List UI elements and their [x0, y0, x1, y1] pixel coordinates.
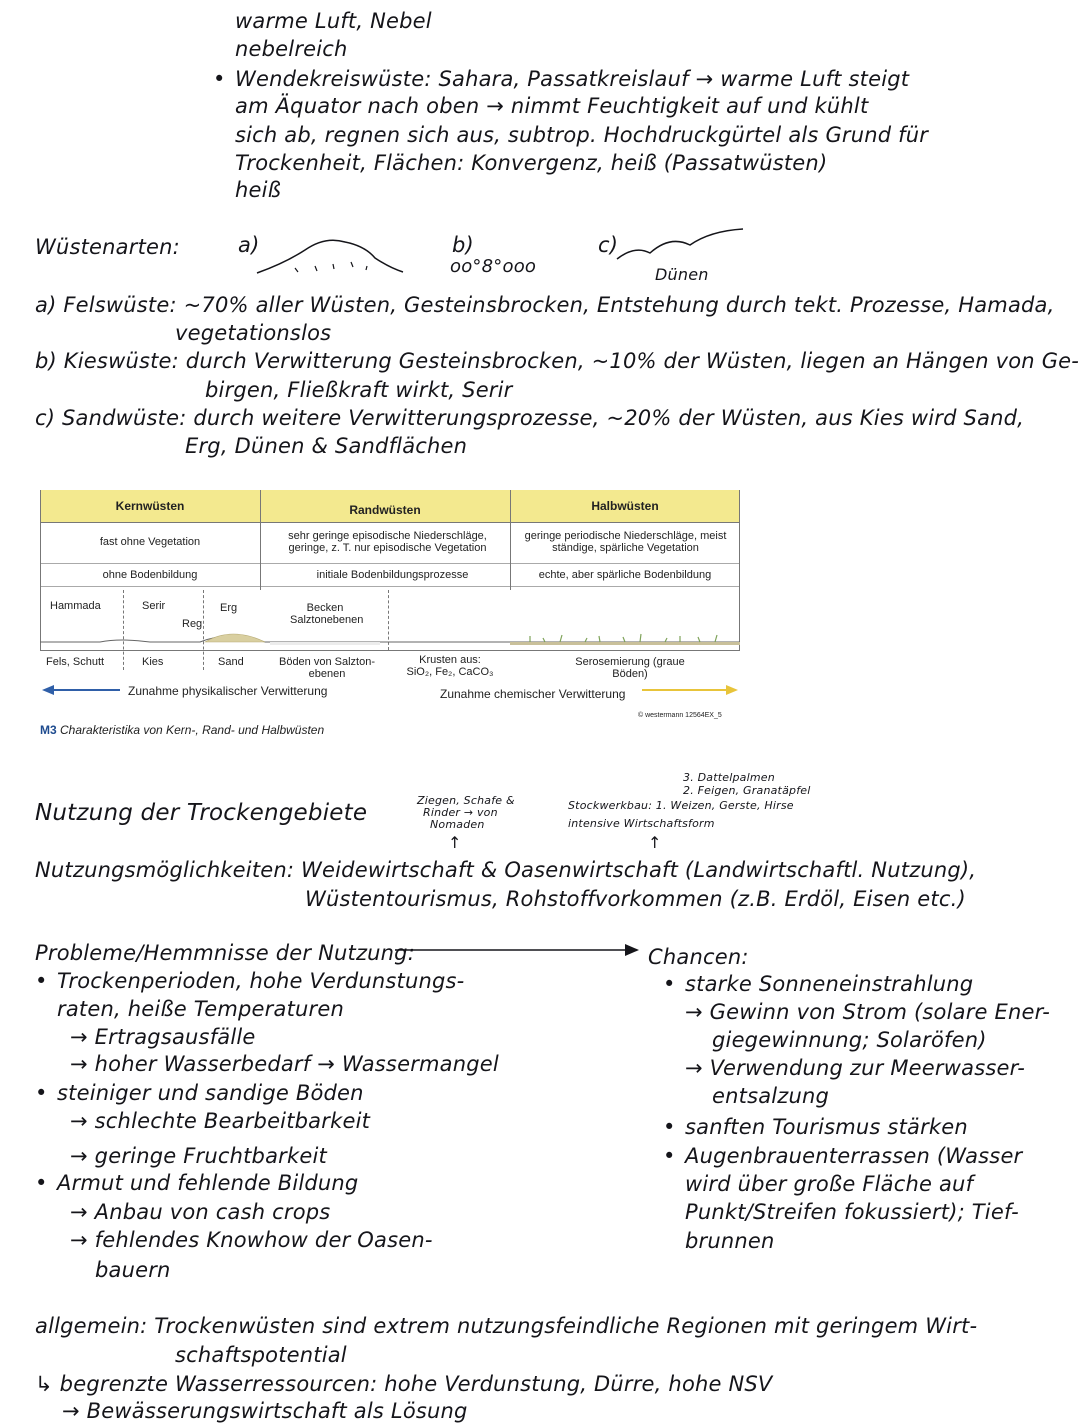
chance-desal-2: entsalzung: [712, 1084, 830, 1108]
note-equator: am Äquator nach oben → nimmt Feuchtigkeit auf und kühlt: [235, 94, 869, 118]
dunes-label: Dünen: [655, 265, 709, 284]
usage-options-2: Wüstentourismus, Rohstoffvorkommen (z.B. Erdöl, Eisen etc.): [305, 887, 966, 911]
annot-up-arrow-left: ↑: [448, 833, 462, 852]
label-a: a): [238, 233, 260, 257]
note-hot: heiß: [235, 178, 282, 202]
terrain-profile: [40, 620, 740, 650]
annot-intensive: intensive Wirtschaftsform: [568, 817, 715, 830]
chance-tourism: • sanften Tourismus stärken: [685, 1114, 968, 1140]
vegetation-edge: sehr geringe episodische Niederschläge, geringe, z. T. nur episodische Vegetation: [275, 522, 500, 562]
note-tropic-desert: • Wendekreiswüste: Sahara, Passatkreislauf → warme Luft steigt: [235, 66, 909, 92]
rock-desert-text-2: vegetationslos: [175, 321, 332, 345]
note-subtropic: sich ab, regnen sich aus, subtrop. Hochdruckgürtel als Grund für: [235, 123, 929, 147]
gravel-desert-text-2: birgen, Fließkraft wirkt, Serir: [205, 378, 513, 402]
landform-hammada: Hammada: [50, 600, 101, 612]
chance-sun: • starke Sonneneinstrahlung: [685, 971, 973, 997]
chance-power: → Gewinn von Strom (solare Ener-: [685, 1000, 1051, 1024]
note-dryness: Trockenheit, Flächen: Konvergenz, heiß (Passatwüsten): [235, 151, 828, 175]
landform-basins: Becken Salztonebenen: [290, 602, 364, 626]
ground-serosem: Serosemierung (graue Böden): [575, 656, 685, 680]
header-core-deserts: Kernwüsten: [40, 490, 260, 522]
arrow-physical-label: Zunahme physikalischer Verwitterung: [128, 684, 328, 698]
dunes-sketch: [615, 225, 745, 265]
caption-id: M3: [40, 723, 57, 737]
problem-soil: • steiniger und sandige Böden: [57, 1080, 364, 1106]
label-c: c): [598, 233, 619, 257]
general-summary-2: schaftspotential: [175, 1343, 347, 1367]
ground-sand: Sand: [218, 656, 244, 668]
soil-core: ohne Bodenbildung: [40, 564, 260, 586]
chance-wells: brunnen: [685, 1229, 775, 1253]
sand-desert-text: c) Sandwüste: durch weitere Verwitterungsprozesse, ~20% der Wüsten, aus Kies wird Sand,: [35, 406, 1025, 430]
vegetation-core: fast ohne Vegetation: [40, 522, 260, 562]
soil-semi: echte, aber spärliche Bodenbildung: [510, 564, 740, 586]
rule: [40, 563, 740, 564]
rule: [510, 490, 511, 590]
rule: [40, 522, 740, 523]
label-b: b): [452, 233, 474, 257]
chance-terraces: • Augenbrauenterrassen (Wasser: [685, 1143, 1022, 1169]
ground-rock: Fels, Schutt: [46, 656, 105, 668]
chance-terraces-2: wird über große Fläche auf: [685, 1172, 974, 1196]
problem-yield: → Ertragsausfälle: [70, 1025, 256, 1049]
ground-crusts: Krusten aus: SiO₂, Fe₂, CaCO₃: [406, 654, 494, 678]
annot-figs: 2. Feigen, Granatäpfel: [683, 784, 811, 797]
chances-title: Chancen:: [648, 945, 749, 969]
general-summary: allgemein: Trockenwüsten sind extrem nutzungsfeindliche Regionen mit geringem Wirt-: [35, 1314, 978, 1338]
problems-title: Probleme/Hemmnisse der Nutzung:: [35, 941, 415, 965]
characteristics-table: [40, 490, 740, 680]
general-irrigation: → Bewässerungswirtschaft als Lösung: [62, 1399, 468, 1423]
figure-m3: [40, 490, 740, 720]
annot-goats: Ziegen, Schafe &: [417, 794, 515, 807]
ground-gravel: Kies: [142, 656, 164, 668]
note-warm-air: warme Luft, Nebel: [235, 9, 432, 33]
pebbles-sketch: oo°8°ooo: [450, 256, 537, 277]
usage-title: Nutzung der Trockengebiete: [35, 800, 368, 826]
problem-drought: • Trockenperioden, hohe Verdunstungs-: [57, 968, 464, 994]
landform-erg: Erg: [220, 602, 238, 614]
arrow-chemical-label: Zunahme chemischer Verwitterung: [440, 687, 626, 701]
rule: [40, 650, 740, 651]
rule: [40, 586, 740, 587]
usage-options: Nutzungsmöglichkeiten: Weidewirtschaft & Oasenwirtschaft (Landwirtschaftl. Nutzung),: [35, 858, 977, 882]
rock-desert-sketch: [255, 228, 405, 278]
rock-desert-text: a) Felswüste: ~70% aller Wüsten, Gesteinsbrocken, Entstehung durch tekt. Prozesse, Hamada,: [35, 293, 1055, 317]
annot-storeys: Stockwerkbau: 1. Weizen, Gerste, Hirse: [568, 799, 794, 812]
chance-terraces-3: Punkt/Streifen fokussiert); Tief-: [685, 1200, 1019, 1224]
problem-fertility: → geringe Fruchtbarkeit: [70, 1144, 327, 1168]
chance-power-2: giegewinnung; Solaröfen): [712, 1028, 987, 1052]
landform-serir: Serir: [142, 600, 166, 612]
chance-desal: → Verwendung zur Meerwasser-: [685, 1056, 1026, 1080]
problem-water: → hoher Wasserbedarf → Wassermangel: [70, 1052, 499, 1076]
gravel-desert-text: b) Kieswüste: durch Verwitterung Gesteinsbrocken, ~10% der Wüsten, liegen an Hängen von Ge-: [35, 349, 1080, 373]
header-semi-deserts: Halbwüsten: [510, 490, 740, 522]
figure-caption: [40, 723, 324, 737]
problem-tillage: → schlechte Bearbeitbarkeit: [70, 1109, 371, 1133]
landform-reg: Reg: [182, 618, 203, 630]
problem-drought-2: raten, heiße Temperaturen: [57, 997, 344, 1021]
sand-desert-text-2: Erg, Dünen & Sandflächen: [185, 434, 468, 458]
copyright: © westermann 12564EX_5: [638, 712, 722, 719]
problems-chances-arrow: [395, 942, 640, 958]
annot-nomads: Nomaden: [430, 818, 485, 831]
problem-poverty: • Armut und fehlende Bildung: [57, 1170, 358, 1196]
desert-types-title: Wüstenarten:: [35, 235, 180, 259]
soil-edge: initiale Bodenbildungsprozesse: [260, 564, 525, 586]
annot-cattle: Rinder → von: [423, 806, 498, 819]
problem-knowhow-2: bauern: [95, 1258, 171, 1282]
annot-dates: 3. Dattelpalmen: [683, 771, 775, 784]
ground-saltclay: Böden von Salzton-ebenen: [278, 656, 375, 680]
caption-text: Charakteristika von Kern-, Rand- und Halbwüsten: [60, 723, 325, 737]
note-foggy: nebelreich: [235, 37, 348, 61]
annot-up-arrow-right: ↑: [648, 833, 662, 852]
problem-cashcrops: → Anbau von cash crops: [70, 1200, 331, 1224]
general-water: ↳ begrenzte Wasserressourcen: hohe Verdunstung, Dürre, hohe NSV: [35, 1372, 773, 1396]
problem-knowhow: → fehlendes Knowhow der Oasen-: [70, 1228, 433, 1252]
rule: [260, 490, 261, 590]
vegetation-semi: geringe periodische Niederschläge, meist ständige, spärliche Vegetation: [518, 522, 733, 562]
header-edge-deserts: Randwüsten: [260, 490, 510, 522]
